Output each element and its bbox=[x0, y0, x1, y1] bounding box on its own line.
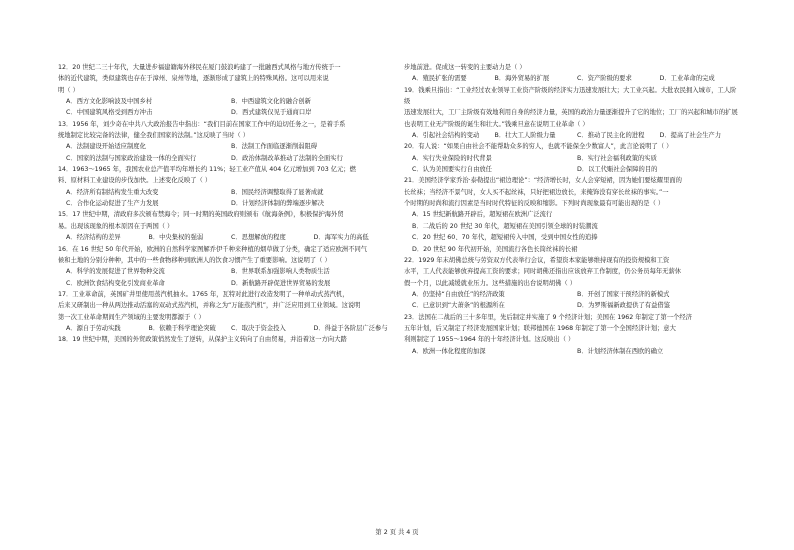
question-stem-line: 候和土地的分别分种种，其中的一些食物移种到欧洲人的饮食习惯产生了重要影响。这说明了（ ） bbox=[58, 256, 331, 264]
question-block bbox=[404, 175, 742, 254]
question-stem-line: 料、原材料工业建设的步伐加快。上述变化反映了（ ） bbox=[58, 177, 212, 185]
option-row bbox=[58, 232, 396, 243]
question-block bbox=[58, 164, 396, 209]
answer-option: A．法制建设开始适应制度化 bbox=[66, 143, 146, 151]
answer-option: C．思想解放的程度 bbox=[231, 234, 286, 242]
question-stem-line: 后来又研制出一种从两边推动活塞的双动式蒸汽机，并称之为“万能蒸汽机”，并广泛应用到工业领域。这说明 bbox=[58, 302, 361, 310]
answer-option: C．取决于资金投入 bbox=[231, 324, 286, 332]
question-stem-line: 也表明工业无产阶级的诞生和壮大。”钱乘旦意在说明工业革命（ ） bbox=[404, 120, 589, 128]
option-row bbox=[58, 107, 396, 118]
question-block bbox=[404, 312, 742, 357]
option-row bbox=[58, 96, 396, 107]
option-row bbox=[404, 164, 742, 175]
answer-option: D．工业革命的完成 bbox=[659, 75, 715, 83]
answer-option: B．二战后的 20 世纪 30 年代，超短裙在美国引领全球的时装潮流 bbox=[412, 222, 598, 230]
option-row bbox=[404, 300, 742, 311]
question-stem-line: 13．1956 年，刘少奇在中共八大政治报告中指出：“我们目前在国家工作中的迫切任务之一，是着手系 bbox=[58, 120, 346, 128]
option-row bbox=[58, 278, 396, 289]
question-stem-line: 步地前进。促成这一转变的主要动力是（ ） bbox=[404, 64, 526, 71]
question-stem-line: 个时期的时尚和流行因素是当时时代特征的反映和缩影。下列时尚现象最有可能出现的是（ ） bbox=[404, 200, 665, 208]
option-row bbox=[404, 232, 742, 243]
answer-option: D．20 世纪 90 年代初开始，美国流行各色长筒丝袜的长裙 bbox=[412, 245, 578, 253]
question-stem-line: 假一个月，以此减缓就业压力。这些措施的出台说明胡佛（ ） bbox=[404, 279, 577, 287]
answer-option: B．海外贸易的扩展 bbox=[494, 75, 550, 83]
question-block bbox=[58, 62, 396, 119]
option-row bbox=[58, 141, 396, 152]
answer-option: D．西式建筑仅见于通商口岸 bbox=[231, 109, 312, 117]
answer-option: C．推动了民主化的进程 bbox=[577, 132, 645, 140]
question-stem-line: 14．1963～1965 年，我国农业总产值平均年增长约 11%；轻工业产值从 404 亿元增加到 703 亿元；燃 bbox=[58, 166, 356, 174]
answer-option: A．殖民扩张的需要 bbox=[412, 75, 467, 83]
question-stem-line: 五年计划，后又制定了经济发展国家计划；联邦德国在 1968 年制定了第一个全国经济计划；意大 bbox=[404, 324, 676, 332]
question-stem-line: 23．法国在二战后的三十多年里，先后制定并实施了 9 个经济计划；美国在 1962 年制定了第一个经济 bbox=[404, 313, 692, 321]
question-block bbox=[404, 141, 742, 175]
option-row bbox=[58, 153, 396, 164]
right-column bbox=[404, 62, 742, 357]
question-stem-line: 16．在 16 世纪 50 年代开始，欧洲的自然科学家图解乔伊千种来种植的烟草做了分类，确定了适应欧洲不同气 bbox=[58, 245, 368, 253]
question-stem-line: 21．美国经济学家乔治·泰勒提出“裙边理论”：“经济增长时，女人会穿短裙，因为她们要炫耀里面的 bbox=[404, 177, 682, 185]
option-row bbox=[404, 73, 742, 84]
question-stem-line: 17．工业革命前，英国矿井里使用蒸汽机抽水。1765 年，瓦特对此进行改造发明了一种单动式蒸汽机， bbox=[58, 290, 349, 298]
answer-option: C．认为美国要实行自由放任 bbox=[412, 166, 492, 174]
question-stem-line: 20．有人说：“如果自由社会不能帮助众多的穷人，也就不能保全少数富人”，此言论说明了（ ） bbox=[404, 143, 673, 151]
answer-option: D．海军实力的高低 bbox=[313, 234, 369, 242]
answer-option: D．为罗斯福新政提供了有益借鉴 bbox=[577, 302, 671, 310]
option-row bbox=[404, 346, 742, 357]
option-row bbox=[404, 209, 742, 220]
question-stem-line: 统地制定比较完备的法律，健全我们国家的法制。”这反映了当时（ ） bbox=[58, 132, 250, 140]
answer-option: A．经济所有制结构发生重大改变 bbox=[66, 188, 159, 196]
answer-option: A．15 世纪新航路开辟后，超短裙在欧洲广泛流行 bbox=[412, 211, 553, 219]
answer-option: C．欧洲饮食结构变化引发商业革命 bbox=[66, 279, 165, 287]
question-stem-line: 易。出现该现象的根本原因在于两国（ ） bbox=[58, 222, 174, 230]
answer-option: B．法制工作面临逐渐削弱阻碍 bbox=[231, 143, 318, 151]
question-block bbox=[404, 255, 742, 312]
question-block bbox=[58, 119, 396, 164]
question-block bbox=[58, 209, 396, 243]
answer-option: C．合作化运动促进了生产力发展 bbox=[66, 200, 159, 208]
answer-option: C．20 世纪 60、70 年代，超短裙传入中国，受到中国女性的追捧 bbox=[412, 234, 598, 242]
answer-option: A．科学的发展促进了世界物种交流 bbox=[66, 268, 165, 276]
left-column bbox=[58, 62, 396, 346]
option-row bbox=[404, 221, 742, 232]
question-stem-line: 第一次工业革命期间生产领域的主要发明都源于（ ） bbox=[58, 313, 205, 321]
option-row bbox=[404, 289, 742, 300]
answer-option: B．中西建筑文化的融合创新 bbox=[231, 98, 311, 106]
question-block bbox=[404, 85, 742, 142]
question-stem-line: 19．钱乘旦指出：“工业经过农业领导工业资产阶级的经济实力迅速发展壮大；大工业兴起。大批农民拥入城市，工人阶级 bbox=[404, 86, 737, 106]
answer-option: C．国家的法制与国家政治建设一体的全面实行 bbox=[66, 154, 197, 162]
question-stem-line: 迅速发展壮大，工厂主阶级有效地利用自身的经济力量，英国的政治力量逐渐提升了它的地位；工厂的兴起和城市的扩展 bbox=[404, 109, 738, 117]
answer-option: A．引起社会结构的变动 bbox=[412, 132, 480, 140]
answer-option: D．计划经济体制的弊端逐步解决 bbox=[231, 200, 325, 208]
answer-option: A．源自于劳动实践 bbox=[66, 324, 121, 332]
answer-option: D．提高了社会生产力 bbox=[659, 132, 722, 140]
answer-option: D．新航路开辟促进世界贸易的发展 bbox=[231, 279, 331, 287]
option-row bbox=[404, 153, 742, 164]
answer-option: B．中央集权的强弱 bbox=[148, 234, 204, 242]
question-stem-line: 15．17 世纪中期，清政府多次颁布禁海令；同一时期的英国政府则颁布《航海条例》，积极保护海外贸 bbox=[58, 211, 344, 219]
option-row bbox=[404, 244, 742, 255]
option-row bbox=[404, 130, 742, 141]
answer-option: B．依赖于科学理论突破 bbox=[148, 324, 216, 332]
question-stem-line: 22．1929 年末胡佛总统与劳资双方代表举行会议，希望资本家能够维持现有的投资规模和工资 bbox=[404, 256, 670, 264]
answer-option: B．实行社会福利政策的实质 bbox=[577, 154, 657, 162]
answer-option: C．中国建筑风格受到西方冲击 bbox=[66, 109, 153, 117]
answer-option: C．资产阶级的要求 bbox=[577, 75, 632, 83]
answer-option: D．以工代赈社会保障的目的 bbox=[577, 166, 658, 174]
answer-option: A．西方文化影响波及中国乡村 bbox=[66, 98, 153, 106]
question-stem-line: 利则制定了 1955～1964 年的十年经济计划。这反映出（ ） bbox=[404, 336, 575, 344]
answer-option: A．仍坚持“自由放任”的经济政策 bbox=[412, 290, 505, 298]
answer-option: D．得益于各阶层广泛参与 bbox=[313, 324, 388, 332]
option-row bbox=[58, 187, 396, 198]
answer-option: B．开创了国家干预经济的新模式 bbox=[577, 290, 670, 298]
answer-option: B．国民经济调整取得了显著成就 bbox=[231, 188, 324, 196]
answer-option: A．实行失业保险的时代背景 bbox=[412, 154, 492, 162]
question-block bbox=[58, 244, 396, 289]
option-row bbox=[58, 323, 396, 334]
question-stem-line: 12．20 世纪二三十年代，大量进步福建籍海外移民在厦门鼓浪屿建了一批融西式风格与地方传统于一 bbox=[58, 64, 341, 71]
question-block bbox=[404, 62, 742, 85]
question-block bbox=[58, 334, 396, 345]
answer-option: B．壮大工人阶级力量 bbox=[494, 132, 556, 140]
question-block bbox=[58, 289, 396, 334]
answer-option: A．欧洲一体化程度的加深 bbox=[412, 347, 486, 355]
question-stem-line: 体的近代建筑，类似建筑也存在于漳州、泉州等地，逐渐形成了建筑上的特殊风格。这可以用来说 bbox=[58, 75, 329, 83]
page-footer: 第 2 页 共 4 页 bbox=[375, 529, 419, 536]
answer-option: D．政治体制改革推动了法制的全面实行 bbox=[231, 154, 343, 162]
option-row bbox=[58, 198, 396, 209]
option-row bbox=[58, 266, 396, 277]
answer-option: A．经济结构的差异 bbox=[66, 234, 121, 242]
question-stem-line: 长丝袜；当经济不景气时，女人买不起丝袜，只好把裙边放长，来掩饰没有穿长丝袜的事实。”一 bbox=[404, 188, 669, 196]
question-stem-line: 水平，工人代表能够放弃提高工资的要求；同时胡佛还指出应该放弃工作制度，仍公务员每年无薪休 bbox=[404, 268, 682, 276]
question-stem-line: 18．19 世纪中期，美国的外贸政策悄然发生了逆转，从保护主义转向了自由贸易，并沿着这一方向大踏 bbox=[58, 336, 347, 344]
answer-option: B．世界联系加强影响人类物质生活 bbox=[231, 268, 330, 276]
answer-option: B．计划经济体制在西欧的确立 bbox=[577, 347, 664, 355]
answer-option: C．已意识到“大萧条”的根源所在 bbox=[412, 302, 505, 310]
question-stem-line: 明（ ） bbox=[58, 86, 79, 94]
